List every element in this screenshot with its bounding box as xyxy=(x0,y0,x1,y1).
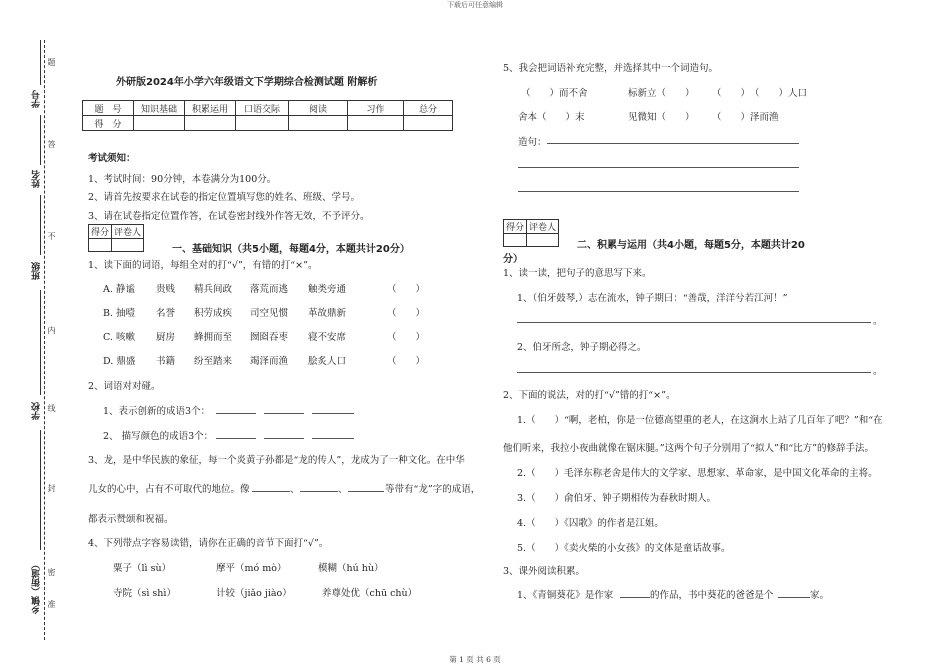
header-note: 下载后可任意编辑 xyxy=(447,1,503,9)
judge-item[interactable]: 5.（ ）《卖火柴的小女孩》的文体是童话故事。 xyxy=(517,543,731,554)
question-text: 3、龙，是中华民族的象征，每一个炎黄子孙都是“龙的传人”，龙成为了一种文化。在中华 xyxy=(88,455,465,466)
pinyin-item[interactable]: 模糊（hú hù） xyxy=(318,563,384,574)
section2-heading: 二、积累与运用（共4小题，每题5分，本题共计20 xyxy=(577,240,805,251)
answer-blank[interactable] xyxy=(264,438,304,439)
judge-item[interactable]: 4.（ ）《囚歌》的作者是江姐。 xyxy=(517,518,664,529)
question-text: 2、下面的说法，对的打“√”错的打“×”。 xyxy=(503,390,676,401)
word: 司空见惯 xyxy=(250,308,289,319)
grader-reviewer-label: 评卷人 xyxy=(527,220,559,234)
fill-word[interactable]: （ ） xyxy=(712,88,751,99)
answer-blank[interactable] xyxy=(264,413,304,414)
sentence-line[interactable] xyxy=(518,191,799,192)
cut-mark: 答 xyxy=(47,140,56,148)
answer-blank[interactable] xyxy=(778,597,810,598)
question-text: 都表示赞颂和祝福。 xyxy=(88,514,174,525)
sub-question: 2、 描写颜色的成语3个： xyxy=(103,431,214,442)
cut-mark: 线 xyxy=(47,404,56,412)
class-field[interactable] xyxy=(40,195,42,255)
sub-question: 家。 xyxy=(810,590,830,601)
sub-question: 1、《青铜葵花》是作家 xyxy=(517,590,614,601)
sentence-label: 造句： xyxy=(518,137,547,148)
notice-heading: 考试须知： xyxy=(88,153,136,164)
judge-item[interactable]: 1.（ ）“啊，老柏，你是一位德高望重的老人，在这涧水上站了几百年了吧？”和“在 xyxy=(517,415,883,426)
score-cell[interactable] xyxy=(348,116,404,131)
word-row-label: A. 静谧 xyxy=(103,284,135,295)
sentence-line[interactable] xyxy=(518,167,799,168)
score-row-label: 得 分 xyxy=(83,116,134,131)
notice-item: 3、请在试卷指定位置作答，在试卷密封线外作答无效，不予评分。 xyxy=(88,211,370,222)
fill-word[interactable]: （ ）人口 xyxy=(750,88,808,99)
word: 书籍 xyxy=(156,356,176,367)
school-field[interactable] xyxy=(40,290,42,395)
grader-box xyxy=(503,219,559,247)
question-text: 儿女的心中，占有不可取代的地位。像 xyxy=(88,484,250,495)
notice-item: 1、考试时间：90分钟，本卷满分为100分。 xyxy=(88,174,277,185)
judge-item-cont: 他们听来，我拉小夜曲就像在锯床腿。”这两个句子分别用了“拟人”和“比方”的修辞手法。 xyxy=(503,443,875,454)
grader-reviewer-label: 评卷人 xyxy=(112,225,144,239)
word: 名誉 xyxy=(156,308,176,319)
pinyin-item[interactable]: 计较（jiǎo jiào） xyxy=(216,588,292,599)
answer-line[interactable] xyxy=(517,322,871,323)
fill-word[interactable]: 舍本（ ）末 xyxy=(518,112,585,123)
cut-mark: 准 xyxy=(47,600,56,608)
fill-word[interactable]: 见微知（ ） xyxy=(628,112,695,123)
cut-mark: 内 xyxy=(47,326,56,334)
fill-word[interactable]: 标新立（ ） xyxy=(628,88,695,99)
score-cell[interactable] xyxy=(289,116,348,131)
page-title: 外研版2024年小学六年级语文下学期综合检测试题 附解析 xyxy=(116,77,378,88)
word: 脍炙人口 xyxy=(308,356,347,367)
sub-question: 1、（伯牙鼓琴,）志在流水，钟子期曰：“善哉，洋洋兮若江河！” xyxy=(517,293,788,304)
question-text: 1、读一读，把句子的意思写下来。 xyxy=(503,268,652,279)
grader-score-label: 得分 xyxy=(504,220,527,234)
score-header: 总分 xyxy=(404,101,453,116)
answer-paren[interactable]: （ ） xyxy=(387,356,426,367)
word: 落荒而逃 xyxy=(250,284,289,295)
word-row-label: C. 咳嗽 xyxy=(103,332,135,343)
sub-question: 的作品，书中葵花的爸爸是个 xyxy=(650,590,774,601)
score-table xyxy=(82,100,453,131)
score-cell[interactable] xyxy=(236,116,289,131)
grader-score-cell[interactable] xyxy=(504,234,527,247)
word-row-label: D. 鼎盛 xyxy=(103,356,136,367)
binding-dashed-line xyxy=(44,40,45,640)
word: 触类旁通 xyxy=(308,284,347,295)
word: 囫囵吞枣 xyxy=(250,332,289,343)
word: 寝不安席 xyxy=(308,332,347,343)
township-field[interactable] xyxy=(40,430,42,550)
score-header: 题 号 xyxy=(83,101,134,116)
name-label: 姓名 xyxy=(32,170,42,188)
answer-blank[interactable] xyxy=(252,491,290,492)
answer-blank[interactable] xyxy=(312,438,354,439)
question-text: 3、课外阅读积累。 xyxy=(503,566,586,577)
pinyin-item[interactable]: 寺院（sì shì） xyxy=(113,588,176,599)
answer-blank[interactable] xyxy=(300,491,338,492)
answer-line[interactable] xyxy=(517,372,871,373)
page-footer: 第 1 页 共 6 页 xyxy=(449,655,501,664)
word: 厨房 xyxy=(156,332,176,343)
question-text: 1、读下面的词语，每组全对的打“√”，有错的打“×”。 xyxy=(88,260,318,271)
sub-question: 2、伯牙所念，钟子期必得之。 xyxy=(517,342,647,353)
score-header: 积累运用 xyxy=(185,101,236,116)
score-cell[interactable] xyxy=(185,116,236,131)
grader-box xyxy=(88,224,144,252)
section2-heading-cont: 分） xyxy=(503,254,523,265)
cut-mark: 不 xyxy=(47,232,56,240)
student-id-label: 学号 xyxy=(32,90,42,108)
word: 竭泽而渔 xyxy=(250,356,289,367)
judge-item[interactable]: 2.（ ）毛泽东称老舍是伟大的文学家、思想家、革命家，是中国文化革命的主将。 xyxy=(517,468,878,479)
pinyin-item[interactable]: 摩平（mó mò） xyxy=(216,563,287,574)
school-label: 学校 xyxy=(32,402,42,420)
cut-mark: 封 xyxy=(47,484,56,492)
answer-blank[interactable] xyxy=(216,438,256,439)
notice-item: 2、请首先按要求在试卷的指定位置填写您的姓名、班级、学号。 xyxy=(88,192,361,203)
cut-mark: 题 xyxy=(47,58,56,66)
score-cell[interactable] xyxy=(404,116,453,131)
score-header: 口语交际 xyxy=(236,101,289,116)
answer-blank[interactable] xyxy=(312,413,354,414)
grader-reviewer-cell[interactable] xyxy=(112,239,144,252)
answer-blank[interactable] xyxy=(216,413,256,414)
word: 纷至踏来 xyxy=(194,356,233,367)
student-id-field[interactable] xyxy=(40,40,42,85)
grader-reviewer-cell[interactable] xyxy=(527,234,559,247)
word: 蜂拥而至 xyxy=(194,332,233,343)
cut-mark: 密 xyxy=(47,568,56,576)
answer-paren[interactable]: （ ） xyxy=(387,332,426,343)
answer-paren[interactable]: （ ） xyxy=(387,284,426,295)
pinyin-item[interactable]: 养尊处优（chū chù） xyxy=(322,588,418,599)
word-row-label: B. 抽噎 xyxy=(103,308,136,319)
answer-blank[interactable] xyxy=(620,597,650,598)
question-text: 2、词语对对碰。 xyxy=(88,381,161,392)
score-header: 阅读 xyxy=(289,101,348,116)
question-text: 4、下列带点字容易读错，请你在正确的音节下面打“√”。 xyxy=(88,538,329,549)
question-text: 5、我会把词语补充完整，并选择其中一个词造句。 xyxy=(503,63,719,74)
word: 贵贱 xyxy=(156,284,176,295)
word: 积劳成疾 xyxy=(194,308,233,319)
score-header: 知识基础 xyxy=(134,101,185,116)
fill-word[interactable]: （ ）泽而渔 xyxy=(712,112,779,123)
section1-heading: 一、基础知识（共5小题，每题4分，本题共计20分） xyxy=(172,244,410,255)
grader-score-cell[interactable] xyxy=(89,239,112,252)
pinyin-item[interactable]: 粟子（lì sù） xyxy=(113,563,172,574)
question-text: 等带有“龙”字的成语， xyxy=(385,484,481,495)
grader-score-label: 得分 xyxy=(89,225,112,239)
answer-paren[interactable]: （ ） xyxy=(387,308,426,319)
sub-question: 1、表示创新的成语3个： xyxy=(103,406,211,417)
judge-item[interactable]: 3.（ ）俞伯牙、钟子期相传为春秋时期人。 xyxy=(517,493,717,504)
word: 精兵间政 xyxy=(194,284,233,295)
sentence-line[interactable] xyxy=(547,143,799,144)
answer-blank[interactable] xyxy=(348,491,384,492)
township-label: 乡镇（街道） xyxy=(32,560,42,614)
score-cell[interactable] xyxy=(134,116,185,131)
score-header: 习作 xyxy=(348,101,404,116)
class-label: 班级 xyxy=(32,262,42,280)
fill-word[interactable]: （ ）而不舍 xyxy=(521,88,588,99)
name-field[interactable] xyxy=(40,115,42,165)
word: 革故鼎新 xyxy=(308,308,347,319)
